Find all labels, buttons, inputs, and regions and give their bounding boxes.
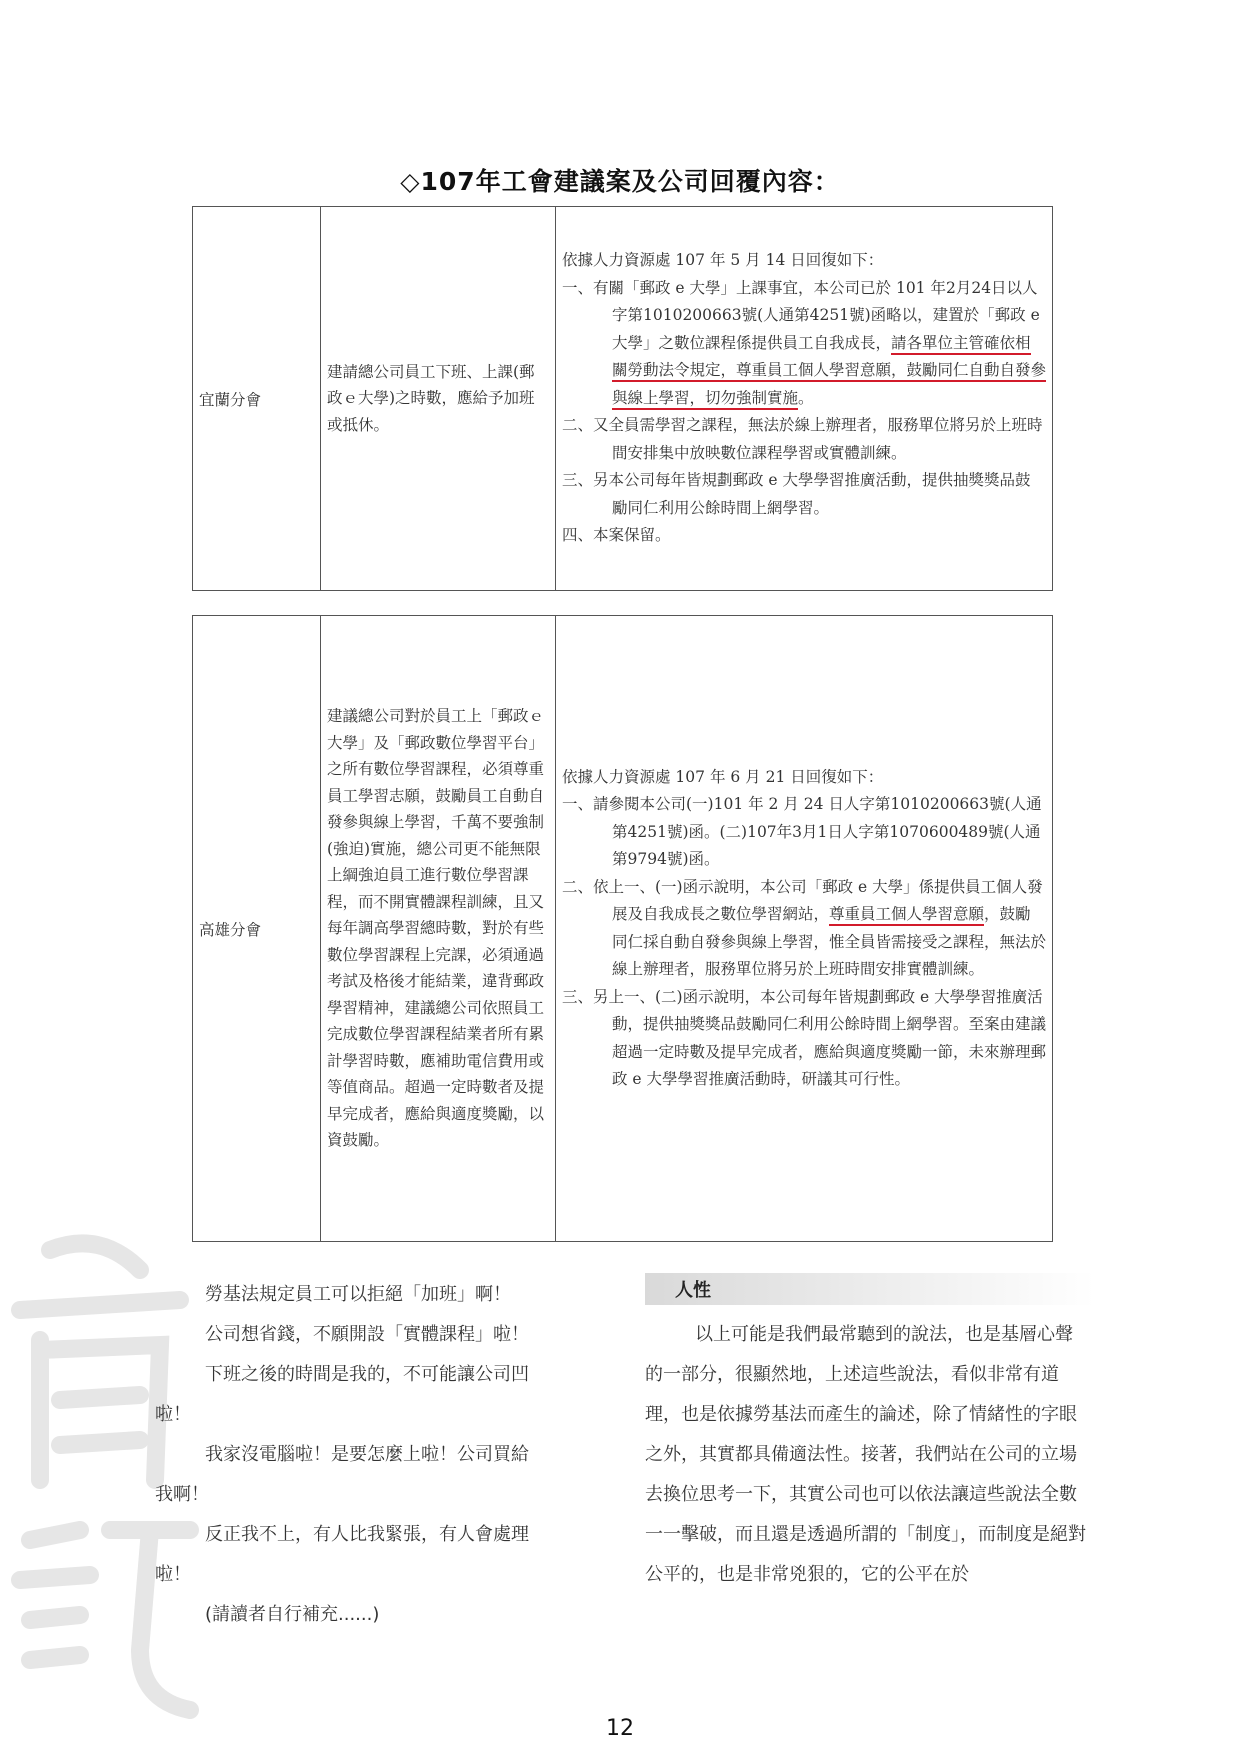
case-table-kaohsiung: [192, 615, 1053, 1242]
branch-cell: 宜蘭分會: [193, 207, 321, 591]
paragraph: 以上可能是我們最常聽到的說法，也是基層心聲的一部分，很顯然地，上述這些說法，看似非常有道理，也是依據勞基法而產生的論述，除了情緒性的字眼之外，其實都具備適法性。接著，我們站在公司的立場去換位思考一下，其實公司也可以依法讓這些說法全數一一擊破，而且還是透過所謂的「制度」，而制度是絕對公平的，也是非常兇狠的，它的公平在於: [645, 1324, 1086, 1585]
paragraph-continuation: 啦！: [155, 1564, 191, 1585]
reply-item-text: 。: [798, 388, 814, 407]
paragraph: 反正我不上，有人比我緊張，有人會處理: [205, 1524, 529, 1545]
paragraph: (請讀者自行補充......): [205, 1604, 380, 1625]
reply-intro: 依據人力資源處 107 年 5 月 14 日回復如下：: [562, 251, 884, 270]
page-number: 12: [606, 1716, 634, 1741]
paragraph: 勞基法規定員工可以拒絕「加班」啊！: [205, 1284, 511, 1305]
section-title: 人性: [675, 1280, 711, 1301]
request-cell: 建請總公司員工下班、上課(郵政ｅ大學)之時數，應給予加班或抵休。: [321, 207, 556, 591]
underlined-text: 尊重員工個人學習意願: [829, 905, 984, 926]
right-column: [645, 1315, 1090, 1595]
reply-intro: 依據人力資源處 107 年 6 月 21 日回復如下：: [562, 767, 884, 786]
reply-item-3: 三、另上一、(二)函示說明，本公司每年皆規劃郵政 e 大學學習推廣活動，提供抽獎獎品鼓勵同仁利用公餘時間上網學習。至案由建議超過一定時數及提早完成者，應給與適度獎勵一節，未來辦理郵政 e 大學學習推廣活動時，研議其可行性。: [562, 987, 1047, 1088]
reply-item-3: 三、另本公司每年皆規劃郵政 e 大學學習推廣活動，提供抽獎獎品鼓勵同仁利用公餘時間上網學習。: [562, 471, 1031, 517]
paragraph: 公司想省錢，不願開設「實體課程」啦！: [205, 1324, 529, 1345]
reply-item-1: [562, 275, 1046, 413]
left-column: [155, 1275, 605, 1635]
underlined-text: 請各單位主管確依相關勞動法令規定，尊重員工個人學習意願，鼓勵同仁自動自發參與線上學習，切勿強制實施: [612, 334, 1046, 410]
page-heading: ◇107年工會建議案及公司回覆內容：: [400, 167, 840, 196]
reply-item-2: 二、又全員需學習之課程，無法於線上辦理者，服務單位將另於上班時間安排集中放映數位課程學習或實體訓練。: [562, 416, 1043, 462]
reply-item-text: 一、有關「郵政 e 大學」上課事宜，本公司已於 101 年2月24日以人字第1010200663號(人通第4251號)函略以，建置於「郵政 e 大學」之數位課程係提供員工自我成長，: [562, 278, 1040, 352]
reply-item-4: 四、本案保留。: [562, 526, 671, 545]
paragraph: 下班之後的時間是我的，不可能讓公司凹: [205, 1364, 529, 1385]
reply-item-text: ，鼓勵同仁採自動自發參與線上學習，惟全員皆需接受之課程，無法於線上辦理者，服務單位將另於上班時間安排實體訓練。: [612, 905, 1047, 978]
paragraph-continuation: 啦！: [155, 1404, 191, 1425]
case-table-yilan: [192, 206, 1053, 591]
request-cell: 建議總公司對於員工上「郵政ｅ大學」及「郵政數位學習平台」之所有數位學習課程，必須尊重員工學習志願，鼓勵員工自動自發參與線上學習，千萬不要強制(強迫)實施，總公司更不能無限上綱強迫員工進行數位學習課程，而不開實體課程訓練，且又每年調高學習總時數，對於有些數位學習課程上完課，必須通過考試及格後才能結業，違背郵政學習精神，建議總公司依照員工完成數位學習課程結業者所有累計學習時數，應補助電信費用或等值商品。超過一定時數者及提早完成者，應給與適度獎勵，以資鼓勵。: [321, 616, 556, 1242]
paragraph-continuation: 我啊！: [155, 1484, 209, 1505]
reply-item-2: [562, 874, 1046, 984]
reply-item-text: 二、依上一、(一)函示說明，本公司「郵政 e 大學」係提供員工個人發展及自我成長之數位學習網站，: [562, 877, 1043, 923]
reply-cell: [556, 207, 1053, 591]
paragraph: 我家沒電腦啦！是要怎麼上啦！公司買給: [205, 1444, 529, 1465]
branch-cell: 高雄分會: [193, 616, 321, 1242]
reply-cell: [556, 616, 1053, 1242]
section-title-bar: [645, 1273, 1095, 1305]
reply-item-1: 一、請參閱本公司(一)101 年 2 月 24 日人字第1010200663號(人通第4251號)函。(二)107年3月1日人字第1070600489號(人通第9794號)函。: [562, 795, 1042, 868]
